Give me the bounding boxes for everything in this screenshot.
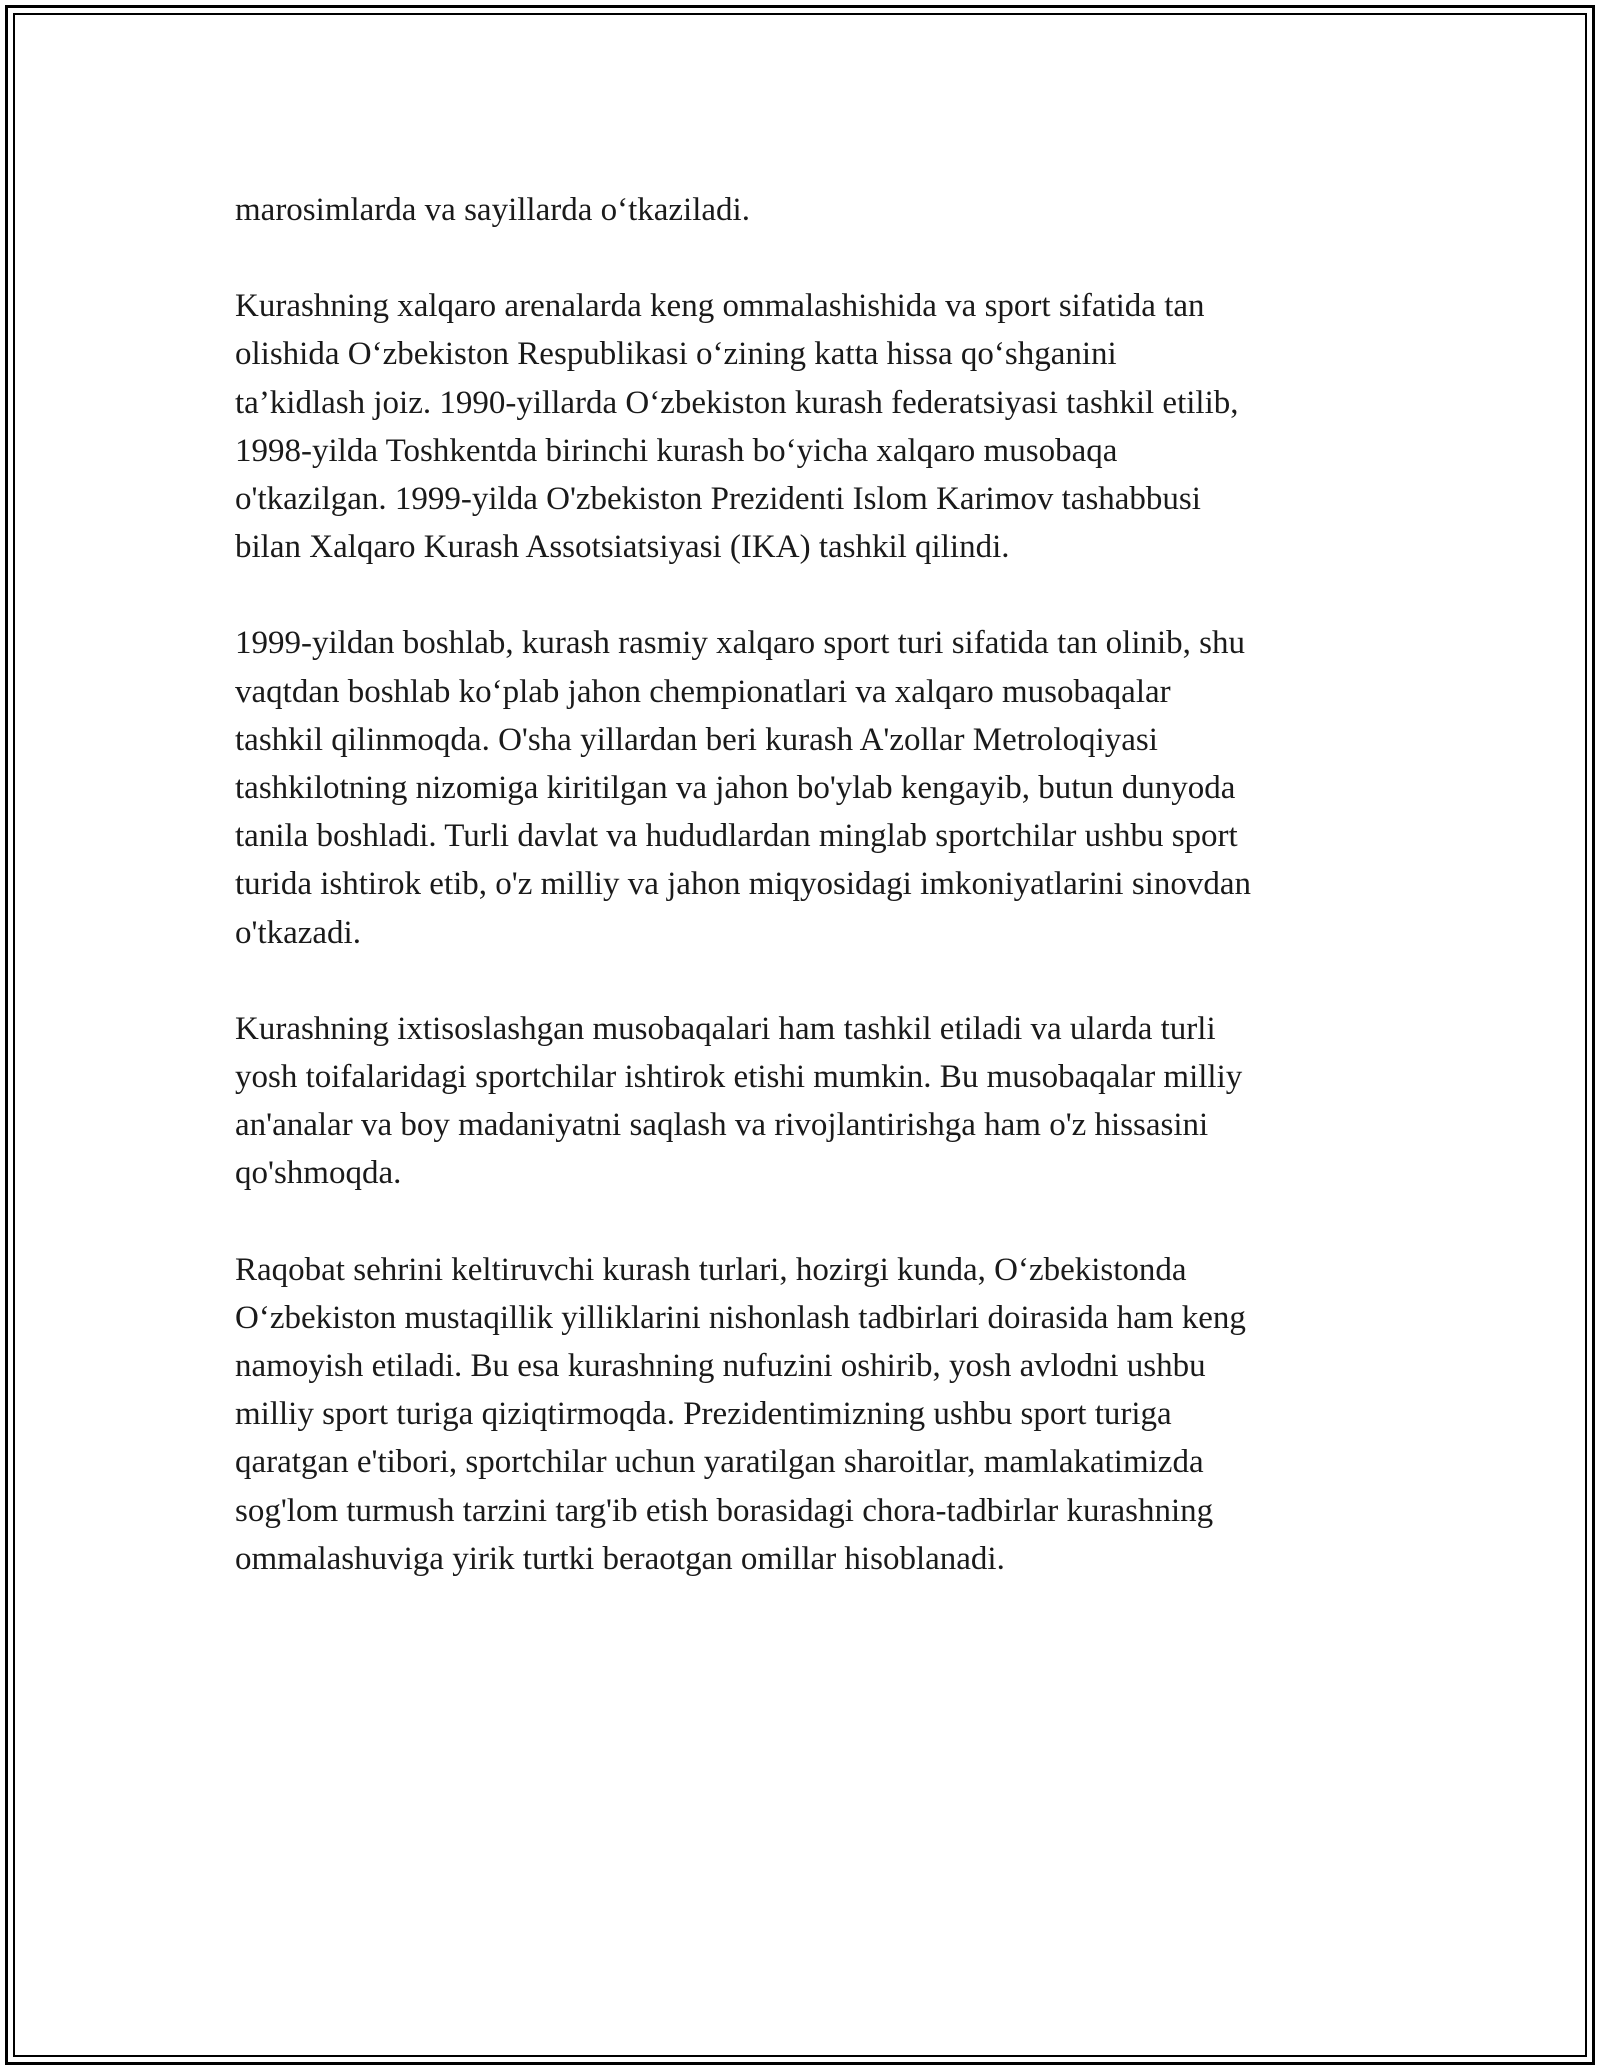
paragraph-3: 1999-yildan boshlab, kurash rasmiy xalqaro sport turi sifatida tan olinib, shu vaqtdan boshlab ko‘plab jahon chempionatlari va xalqaro musobaqalar tashkil qilinmoqda. O'sha yillardan beri kurash A'zollar Metroloqiyasi tashkilotning nizomiga kiritilgan va jahon bo'ylab kengayib, butun dunyoda tanila boshladi. Turli davlat va hududlardan minglab sportchilar ushbu sport turida ishtirok etib, o'z milliy va jahon miqyosidagi imkoniyatlarini sinovdan o'tkazadi. bbox=[235, 625, 1251, 951]
paragraph-1: marosimlarda va sayillarda o‘tkaziladi. bbox=[235, 192, 750, 228]
paragraph-4: Kurashning ixtisoslashgan musobaqalari ham tashkil etiladi va ularda turli yosh toifalaridagi sportchilar ishtirok etishi mumkin. Bu musobaqalar milliy an'analar va boy madaniyatni saqlash va rivojlantirishga ham o'z hissasini qo'shmoqda. bbox=[235, 1010, 1243, 1192]
document-body bbox=[235, 186, 1385, 1583]
paragraph-5: Raqobat sehrini keltiruvchi kurash turlari, hozirgi kunda, O‘zbekistonda O‘zbekiston mustaqillik yilliklarini nishonlash tadbirlari doirasida ham keng namoyish etiladi. Bu esa kurashning nufuzini oshirib, yosh avlodni ushbu milliy sport turiga qiziqtirmoqda. Prezidentimizning ushbu sport turiga qaratgan e'tibori, sportchilar uchun yaratilgan sharoitlar, mamlakatimizda sog'lom turmush tarzini targ'ib etish borasidagi chora-tadbirlar kurashning ommalashuviga yirik turtki beraotgan omillar hisoblanadi. bbox=[235, 1251, 1246, 1577]
paragraph-2: Kurashning xalqaro arenalarda keng ommalashishida va sport sifatida tan olishida O‘zbekiston Respublikasi o‘zining katta hissa qo‘shganini ta’kidlash joiz. 1990-yillarda O‘zbekiston kurash federatsiyasi tashkil etilib, 1998-yilda Toshkentda birinchi kurash bo‘yicha xalqaro musobaqa o'tkazilgan. 1999-yilda O'zbekiston Prezidenti Islom Karimov tashabbusi bilan Xalqaro Kurash Assotsiatsiyasi (IKA) tashkil qilindi. bbox=[235, 288, 1239, 566]
